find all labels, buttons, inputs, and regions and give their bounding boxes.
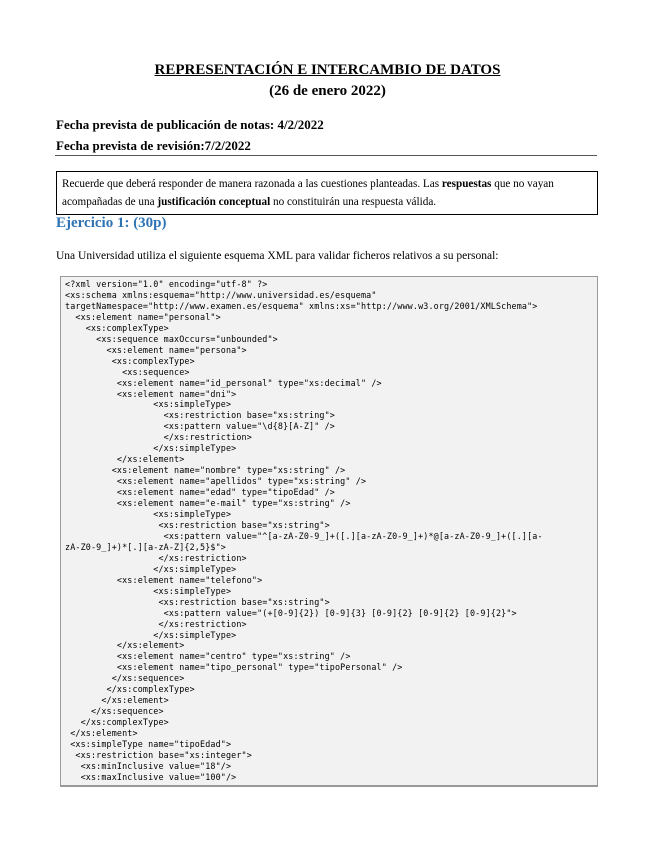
code-line: <xs:sequence> [65,366,190,377]
code-line: <?xml version="1.0" encoding="utf-8" ?> [65,279,268,289]
code-line: <xs:simpleType> [65,509,232,520]
xml-code-block [60,276,598,787]
code-line: <xs:restriction base="xs:string"> [65,596,330,607]
code-line: <xs:element name="persona"> [65,344,247,355]
revision-date: Fecha prevista de revisión:7/2/2022 [56,138,251,153]
code-line: </xs:element> [65,640,185,651]
code-line: <xs:pattern value="^[a-zA-Z0-9_]+([.][a-zA-Z0-9_]+)*@[a-zA-Z0-9_]+([.][a- [65,530,543,541]
code-line: </xs:element> [65,454,185,465]
code-line: <xs:pattern value="(+[0-9]{2}) [0-9]{3} [0-9]{2} [0-9]{2} [0-9]{2}"> [65,607,517,618]
code-line: <xs:minInclusive value="18"/> [65,760,232,771]
code-line: zA-Z0-9_]+)*[.][a-zA-Z]{2,5}$"> [65,541,226,552]
code-line: <xs:complexType> [65,322,169,333]
code-line: <xs:element name="dni"> [65,388,237,399]
code-line: </xs:element> [65,695,169,706]
code-line: </xs:complexType> [65,717,169,728]
code-line: <xs:element name="tipo_personal" type="tipoPersonal" /> [65,662,403,673]
code-line: </xs:sequence> [65,673,185,684]
code-line: <xs:pattern value="\d{8}[A-Z]" /> [65,421,335,432]
code-line: <xs:simpleType> [65,399,232,410]
code-line: <xs:restriction base="xs:string"> [65,410,335,421]
note-text: no constituirán una respuesta válida. [270,196,437,208]
code-line: </xs:restriction> [65,618,247,629]
code-line: <xs:element name="apellidos" type="xs:string" /> [65,476,367,487]
code-line: </xs:element> [65,728,138,739]
exam-title: REPRESENTACIÓN E INTERCAMBIO DE DATOS [154,62,501,78]
code-line: <xs:complexType> [65,355,195,366]
code-line: <xs:simpleType> [65,585,232,596]
note-bold: respuestas [441,178,492,190]
note-text: que no vayan acompañadas de una [62,178,554,208]
code-line: <xs:sequence maxOccurs="unbounded"> [65,333,278,344]
code-line: <xs:element name="personal"> [65,311,221,322]
code-line: targetNamespace="http://www.examen.es/esquema" xmlns:xs="http://www.w3.org/2001/XMLSchema"> [65,300,538,311]
code-line: </xs:simpleType> [65,629,237,640]
code-line: <xs:restriction base="xs:string"> [65,519,330,530]
code-line: <xs:schema xmlns:esquema="http://www.universidad.es/esquema" [65,289,377,300]
code-line: </xs:simpleType> [65,443,237,454]
code-line: <xs:element name="e-mail" type="xs:string" /> [65,498,351,509]
code-line: <xs:simpleType name="tipoEdad"> [65,739,232,750]
instructions-box [56,171,598,215]
code-line: </xs:complexType> [65,684,195,695]
code-line: <xs:element name="id_personal" type="xs:decimal" /> [65,377,382,388]
code-line: <xs:element name="nombre" type="xs:string" /> [65,465,346,476]
code-line: </xs:restriction> [65,432,252,443]
code-line: </xs:sequence> [65,706,164,717]
code-line: </xs:restriction> [65,552,247,563]
exam-date: (26 de enero 2022) [269,83,386,99]
code-line: </xs:simpleType> [65,563,237,574]
code-line: <xs:restriction base="xs:integer"> [65,749,252,760]
code-line: <xs:maxInclusive value="100"/> [65,771,237,782]
code-line: <xs:element name="centro" type="xs:string" /> [65,651,351,662]
code-line: <xs:element name="telefono"> [65,574,263,585]
code-line: <xs:element name="edad" type="tipoEdad" /> [65,487,335,498]
publication-date: Fecha prevista de publicación de notas: 4/2/2022 [56,117,324,132]
divider [55,155,597,156]
note-bold: justificación conceptual [157,196,271,208]
note-text: Recuerde que deberá responder de manera razonada a las cuestiones planteadas. Las [62,178,442,190]
exercise-intro: Una Universidad utiliza el siguiente esquema XML para validar ficheros relativos a su personal: [56,250,499,262]
exercise-heading: Ejercicio 1: (30p) [56,215,167,231]
